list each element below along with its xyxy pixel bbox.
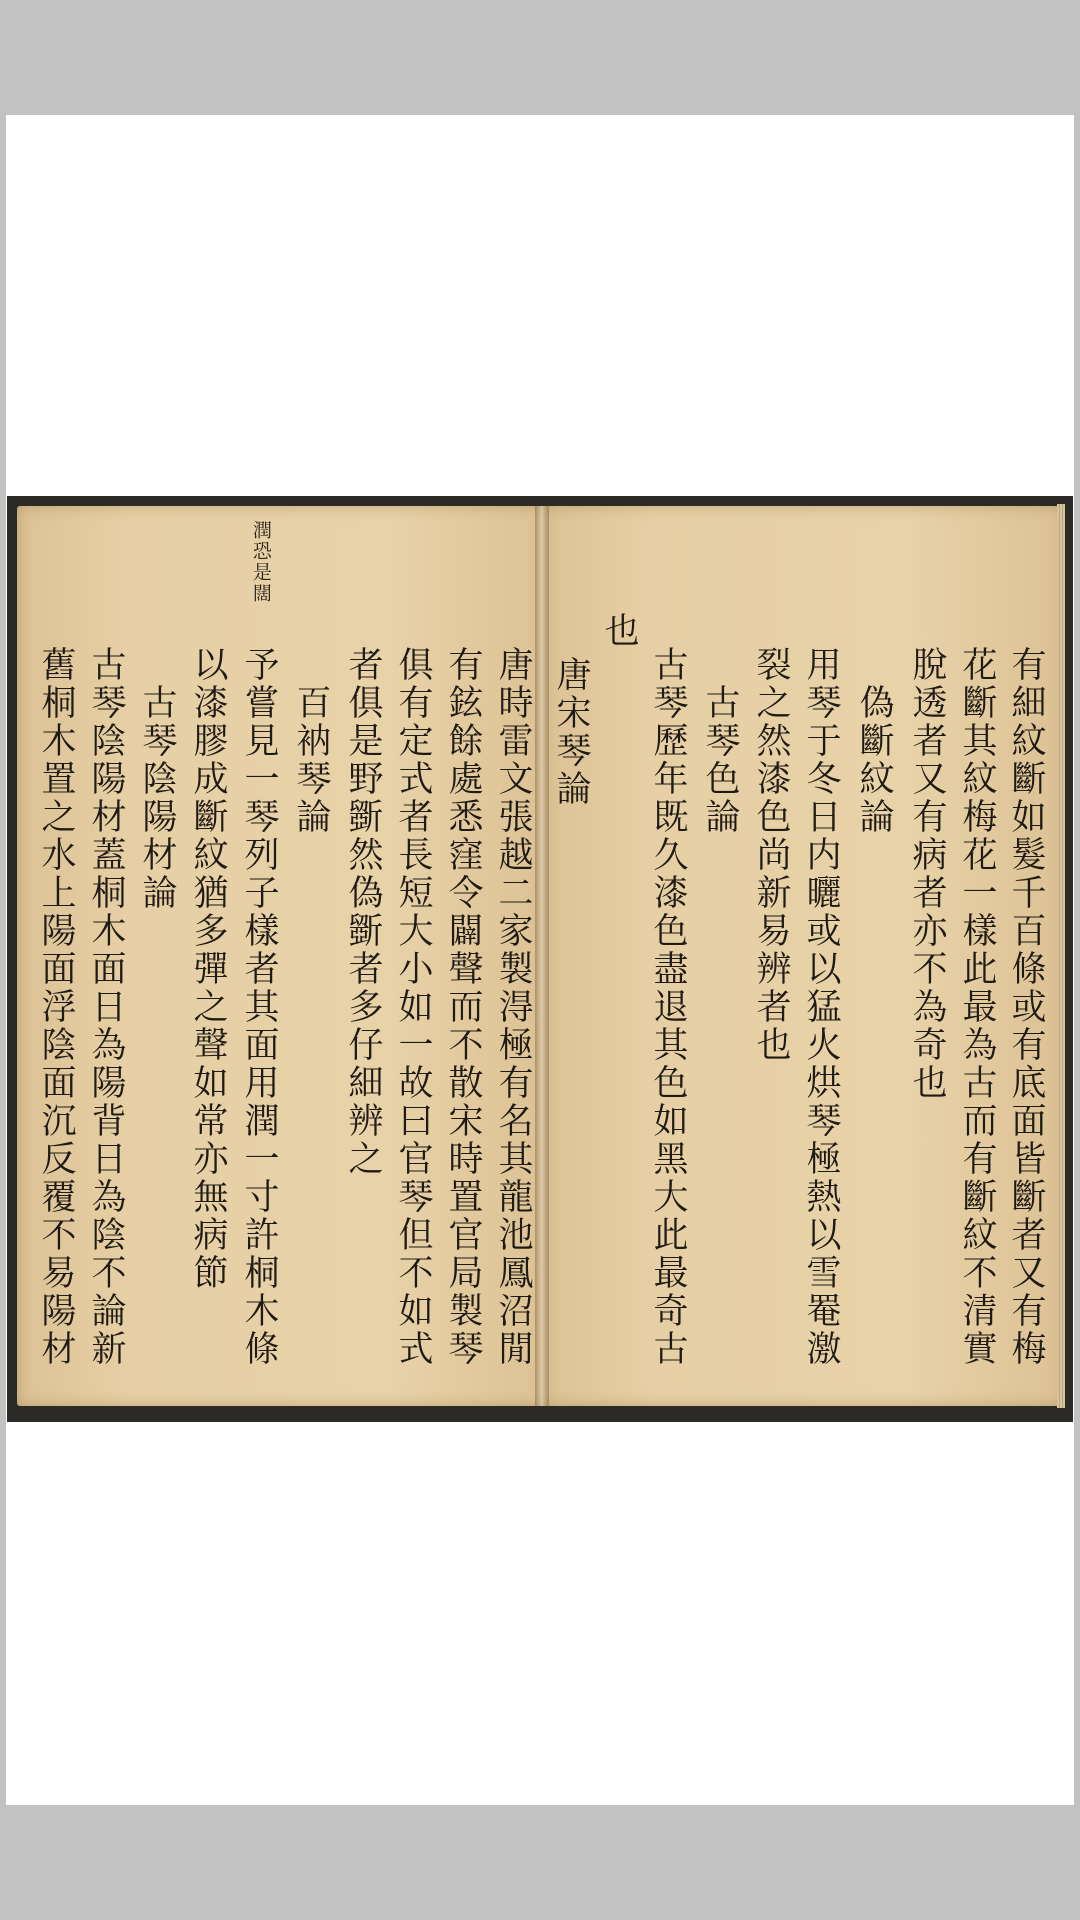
left-page-column-8: 古琴陰陽材論 <box>137 684 177 912</box>
left-page-column-6: 予嘗見一琴列子樣者其面用潤一寸許桐木條 <box>239 646 279 1368</box>
left-page-column-9: 古琴陰陽材蓋桐木面日為陽背日為陰不論新 <box>86 646 126 1368</box>
right-page-column-1: 有細紋斷如髮千百條或有底面皆斷者又有梅 <box>1006 646 1046 1368</box>
right-page-column-9: 也 <box>599 612 639 650</box>
right-page-column-3: 脫透者又有病者亦不為奇也 <box>907 646 947 1102</box>
book-scan <box>7 496 1073 1422</box>
right-page-column-6: 裂之然漆色尚新易辨者也 <box>751 646 791 1064</box>
left-page-column-5: 百衲琴論 <box>291 684 331 836</box>
right-page <box>543 506 1063 1406</box>
page-edges <box>1057 504 1065 1408</box>
margin-note-line-2: 恐是 <box>249 541 272 583</box>
left-page-column-1: 唐時雷文張越二家製淂極有名其龍池鳳沼閒 <box>493 646 533 1368</box>
right-page-column-4: 偽斷紋論 <box>854 684 894 836</box>
left-page-column-7: 以漆膠成斷紋猶多彈之聲如常亦無病節 <box>188 646 228 1292</box>
left-page-column-4: 者俱是野斵然偽斵者多仔細辨之 <box>343 646 383 1178</box>
left-page-column-2: 有鉉餘處悉窪令闢聲而不散宋時置官局製琴 <box>443 646 483 1368</box>
left-page <box>17 506 547 1406</box>
margin-note <box>249 520 271 604</box>
margin-note-line-3: 闊 <box>249 583 272 604</box>
book-gutter <box>535 506 549 1406</box>
right-page-column-5: 用琴于冬日内曬或以猛火烘琴極熱以雪罨激 <box>801 646 841 1368</box>
right-page-column-10: 唐宋琴論 <box>551 656 591 808</box>
right-page-column-8: 古琴歷年既久漆色盡退其色如黑大此最奇古 <box>648 646 688 1368</box>
left-page-column-10: 舊桐木置之水上陽面浮陰面沉反覆不易陽材 <box>36 646 76 1368</box>
right-page-column-7: 古琴色論 <box>700 684 740 836</box>
left-page-column-3: 俱有定式者長短大小如一故曰官琴但不如式 <box>393 646 433 1368</box>
right-page-column-2: 花斷其紋梅花一樣此最為古而有斷紋不清實 <box>957 646 997 1368</box>
margin-note-line-1: 潤 <box>249 520 272 541</box>
